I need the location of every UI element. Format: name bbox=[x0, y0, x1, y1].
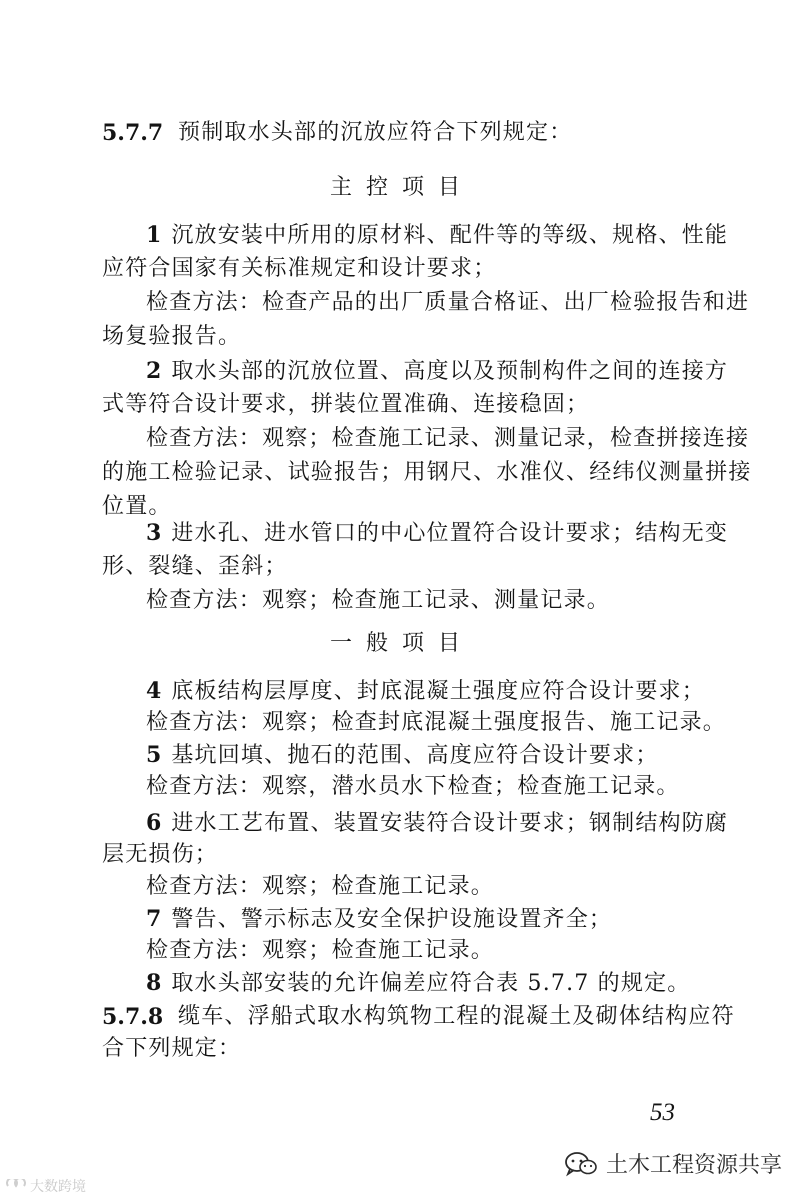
general-items-heading: 一般项目 bbox=[329, 631, 474, 656]
wechat-icon bbox=[564, 1151, 598, 1177]
item-text: 式等符合设计要求，拼装位置准确、连接稳固； bbox=[102, 392, 590, 417]
item-text: 取水头部的沉放位置、高度以及预制构件之间的连接方 bbox=[171, 359, 729, 384]
item-text: 警告、警示标志及安全保护设施设置齐全； bbox=[171, 907, 613, 932]
item-number: 6 bbox=[146, 810, 162, 836]
check-method-text: 检查方法：观察；检查封底混凝土强度报告、施工记录。 bbox=[146, 710, 727, 735]
clause-text: 合下列规定： bbox=[102, 1036, 242, 1061]
clause-number: 5.7.8 bbox=[102, 1004, 164, 1030]
logo-mark-icon bbox=[6, 1179, 26, 1193]
watermark-right bbox=[564, 1148, 782, 1179]
check-method-text: 场复验报告。 bbox=[102, 324, 242, 349]
check-method-text: 位置。 bbox=[102, 494, 172, 519]
item-text: 取水头部安装的允许偏差应符合表 5.7.7 的规定。 bbox=[171, 971, 691, 996]
watermark-left-text: 大数跨境 bbox=[30, 1178, 86, 1194]
item-text: 基坑回填、抛石的范围、高度应符合设计要求； bbox=[171, 743, 659, 768]
watermark-left bbox=[6, 1176, 86, 1196]
item-number: 1 bbox=[146, 222, 162, 248]
item-number: 3 bbox=[146, 520, 162, 546]
item-number: 4 bbox=[146, 678, 162, 704]
check-method-text: 检查方法：观察，潜水员水下检查；检查施工记录。 bbox=[146, 774, 680, 799]
main-control-heading: 主控项目 bbox=[329, 175, 474, 200]
item-number: 8 bbox=[146, 970, 162, 996]
check-method-text: 的施工检验记录、试验报告；用钢尺、水准仪、经纬仪测量拼接 bbox=[102, 460, 752, 485]
item-text: 进水工艺布置、装置安装符合设计要求；钢制结构防腐 bbox=[171, 811, 729, 836]
check-method-text: 检查方法：观察；检查施工记录、测量记录。 bbox=[146, 588, 611, 613]
item-number: 5 bbox=[146, 742, 162, 768]
item-text: 形、裂缝、歪斜； bbox=[102, 554, 288, 579]
check-method-text: 检查方法：观察；检查施工记录、测量记录，检查拼接连接 bbox=[146, 426, 750, 451]
check-method-text: 检查方法：观察；检查施工记录。 bbox=[146, 938, 495, 963]
item-text: 层无损伤； bbox=[102, 842, 219, 867]
item-text: 应符合国家有关标准规定和设计要求； bbox=[102, 256, 497, 281]
check-method-text: 检查方法：检查产品的出厂质量合格证、出厂检验报告和进 bbox=[146, 290, 750, 315]
item-text: 沉放安装中所用的原材料、配件等的等级、规格、性能 bbox=[171, 223, 729, 248]
item-text: 底板结构层厚度、封底混凝土强度应符合设计要求； bbox=[171, 679, 705, 704]
check-method-text: 检查方法：观察；检查施工记录。 bbox=[146, 874, 495, 899]
page-number: 53 bbox=[650, 1099, 675, 1126]
clause-text: 缆车、浮船式取水构筑物工程的混凝土及砌体结构应符 bbox=[178, 1004, 735, 1029]
watermark-right-text: 土木工程资源共享 bbox=[606, 1153, 783, 1178]
item-number: 7 bbox=[146, 906, 162, 932]
item-number: 2 bbox=[146, 358, 162, 384]
clause-number: 5.7.7 bbox=[102, 120, 164, 146]
item-text: 进水孔、进水管口的中心位置符合设计要求；结构无变 bbox=[171, 521, 729, 546]
clause-text: 预制取水头部的沉放应符合下列规定： bbox=[178, 120, 573, 145]
